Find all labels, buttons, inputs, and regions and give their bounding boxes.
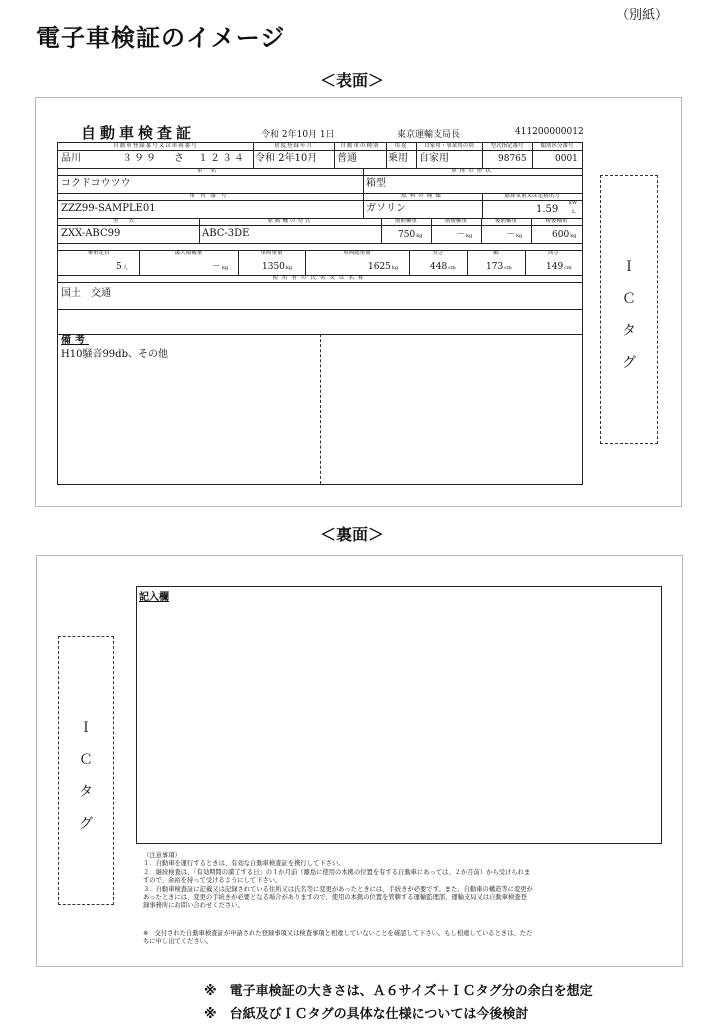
- grid-line: [58, 225, 582, 226]
- certificate-number: 411200000012: [515, 127, 584, 137]
- label-fuel-type: 燃料の種類: [401, 193, 444, 199]
- caution-item: １．自動車を運行するときは、有効な自動車検査証を携行して下さい。: [143, 860, 345, 868]
- certificate-title: 自動車検査証: [81, 124, 196, 142]
- value-serial: １２３４: [198, 153, 246, 164]
- ic-tag-area-back: [58, 636, 114, 905]
- page-title: 電子車検証のイメージ: [36, 24, 286, 52]
- label-displacement: 総排気量又は定格出力: [504, 193, 560, 199]
- label-remarks: 備考: [61, 335, 89, 346]
- vehicle-inspection-certificate: [57, 120, 583, 485]
- label-front-front-axle: 前前軸重: [394, 218, 417, 224]
- issuing-bureau: 東京運輸支局長: [397, 130, 461, 140]
- value-vehicle-weight: 1350kg: [262, 262, 293, 272]
- footer-note: ※ 電子車検証の大きさは、Ａ６サイズ＋ＩＣタグ分の余白を想定: [204, 984, 593, 999]
- label-capacity: 乗車定員: [87, 250, 110, 256]
- label-owner-name: 使用者の氏名又は名称: [272, 275, 368, 281]
- value-length: 448cm: [430, 262, 456, 272]
- grid-line: [58, 309, 582, 310]
- value-model: ZXX-ABC99: [61, 228, 121, 239]
- grid-line: [58, 200, 582, 201]
- value-class-number: ３９９: [122, 153, 158, 164]
- value-car-name: コクドコウツウ: [61, 178, 131, 189]
- grid-line: [58, 150, 582, 151]
- unit-l: L: [572, 209, 576, 215]
- value-vehicle-type: 普通: [337, 153, 357, 164]
- footer-note: ※ 台紙及びＩＣタグの具体な仕様については今後検討: [204, 1007, 529, 1022]
- label-model-designation: 型式指定番号: [490, 143, 524, 149]
- value-capacity: 5人: [116, 262, 128, 272]
- certificate-grid: [57, 142, 583, 485]
- value-front-front-axle: 750kg: [398, 230, 423, 240]
- label-gross-weight: 車両総重量: [343, 250, 371, 256]
- ic-tag-char: タ: [622, 323, 636, 339]
- label-usage: 用途: [394, 143, 408, 149]
- value-fuel-type: ガソリン: [366, 203, 406, 214]
- value-body-shape: 箱型: [366, 178, 386, 189]
- label-private-business: 自家用・事業用の別: [424, 143, 474, 149]
- label-first-registration: 初度登録年月: [273, 143, 313, 149]
- label-width: 幅: [493, 250, 499, 256]
- certificate-header: [57, 120, 583, 142]
- label-rear-front-axle: 後前軸重: [494, 218, 517, 224]
- value-max-load: －kg: [212, 262, 229, 272]
- label-model: 型式: [112, 218, 144, 224]
- label-body-shape: 車体の形状: [451, 168, 494, 174]
- ic-tag-char: Ｃ: [622, 291, 636, 307]
- value-owner-name: 国土 交通: [61, 288, 111, 299]
- ic-tag-char: Ｃ: [79, 752, 93, 768]
- label-category-number: 類別区分番号: [540, 143, 574, 149]
- label-height: 高さ: [547, 250, 559, 256]
- ic-tag-char: グ: [79, 816, 93, 832]
- value-front-rear-axle: －kg: [456, 230, 473, 240]
- value-rear-front-axle: －kg: [506, 230, 523, 240]
- label-chassis-number: 車台番号: [189, 193, 232, 199]
- value-usage: 乗用: [388, 153, 408, 164]
- grid-line: [58, 175, 582, 176]
- label-registration-no: 自動車登録番号又は車両番号: [113, 143, 198, 149]
- front-side-heading: ＜表面＞: [320, 71, 385, 90]
- label-engine-model: 原動機の型式: [267, 218, 313, 224]
- label-length: 長さ: [432, 250, 444, 256]
- label-vehicle-type: 自動車の種別: [340, 143, 380, 149]
- issue-date: 令和 2年10月 1日: [261, 130, 335, 140]
- value-displacement: 1.59: [536, 204, 559, 215]
- attachment-label: （別紙）: [616, 8, 669, 23]
- value-category-number: 0001: [555, 154, 578, 164]
- value-height: 149cm: [546, 262, 572, 272]
- value-chassis-number: ZZZ99-SAMPLE01: [61, 203, 156, 214]
- entry-field-label: 記入欄: [139, 592, 169, 603]
- value-engine-model: ABC-3DE: [202, 228, 250, 239]
- caution-item: ３．自動車検査証に記載又は記録されている住所又は氏名等に変更があったときには、手続きが必要です。また、自動車の構造等に変更が あったときには、変更の手続きが必要となる場合がありますので、使用の本拠の位置を管轄する運輸監理部、運輸支局又は自動車検査登 録事務所にお問い合わせください。: [143, 885, 533, 910]
- label-max-load: 最大積載量: [174, 250, 203, 256]
- cautions-footnote: ※ 交付された自動車検査証が申請された登録事項又は検査事項と相違していないことを確認して下さい。もし相違しているときは、ただ ちに申し出てください。: [143, 930, 533, 946]
- grid-line: [58, 243, 582, 244]
- value-kana: さ: [174, 153, 184, 164]
- value-rear-rear-axle: 600kg: [552, 230, 577, 240]
- unit-kw: kW: [569, 200, 578, 206]
- ic-tag-char: グ: [622, 355, 636, 371]
- ic-tag-char: Ｉ: [622, 259, 636, 275]
- value-model-designation: 98765: [498, 154, 527, 164]
- label-front-rear-axle: 前後軸重: [444, 218, 467, 224]
- entry-field-box: [136, 586, 662, 844]
- cautions: [143, 852, 663, 911]
- value-office: 品川: [61, 153, 81, 164]
- value-private-business: 自家用: [419, 153, 449, 164]
- value-width: 173cm: [486, 262, 512, 272]
- label-vehicle-weight: 車両重量: [260, 250, 283, 256]
- cautions-heading: （注意事項）: [143, 852, 181, 859]
- value-gross-weight: 1625kg: [368, 262, 399, 272]
- value-remarks: H10騒音99db、その他: [61, 349, 168, 360]
- value-first-registration: 令和 2年10月: [255, 153, 318, 164]
- remarks-divider: [320, 334, 321, 484]
- ic-tag-area-front: [600, 175, 658, 444]
- caution-item: ２．継続検査は、「有効期間の満了する日」の１か月前（離島に使用の本拠の位置を有する自動車にあっては、２か月前）から受けられま すので、余裕を持って受けるようにして下さい。: [143, 868, 531, 885]
- grid-line: [58, 282, 582, 283]
- back-side-heading: ＜裏面＞: [320, 525, 385, 544]
- label-car-name: 車名: [196, 168, 224, 174]
- ic-tag-char: Ｉ: [79, 720, 93, 736]
- label-rear-rear-axle: 後後軸重: [545, 218, 568, 224]
- ic-tag-char: タ: [79, 784, 93, 800]
